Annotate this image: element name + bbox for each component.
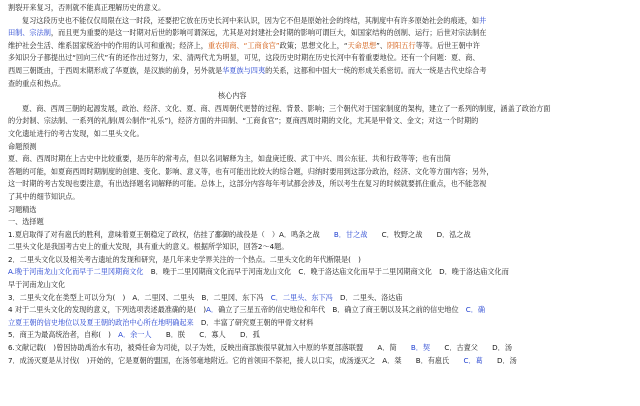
highlighted-answer-text: 井 (479, 15, 487, 25)
highlighted-answer-text: 华夏族与四夷 (222, 65, 266, 75)
text-line (8, 27, 632, 40)
body-text: 一、选择题 (8, 217, 44, 227)
body-text: 的分封制、宗法制、一系列的礼制(周公制作“礼乐”)，经济方面的井田制、“工商食官”；夏商西周时期的文化，尤其是甲骨文、金文；对这一个时期的 (8, 116, 479, 126)
body-text: 3．二里头文化在类型上可以分为( ) A．二里冈、二里头 B．二里冈、东下冯 (8, 292, 271, 302)
text-line (8, 241, 632, 254)
body-text: 命题预测 (8, 141, 37, 151)
highlighted-answer-text: A.晚于河南龙山文化而早于二里冈期商文化 (8, 267, 144, 277)
body-text: 答题的可能，如夏商西周时期制度的创建、变化、影响、意义等，也有可能出比较大的综合题，归纳时要用到这部分政治，经济、文化等方面内容；另外， (8, 166, 494, 176)
body-text: 这一时期的考古发现也要注意，有出选择题名词解释的可能。总体上，这部分内容每年考试都会涉及，所以考生在复习的时候就要抓住重点，也不能忽视 (8, 179, 487, 189)
body-text: 夏、商、西周时期在上古史中比较重要，是历年的常考点，但以名词解释为主，如盘庚迁殷、武丁中兴、周公东征、共和行政等等；也有出简 (8, 154, 451, 164)
body-text: 西周三朝既由，于西周末期形成了华夏族，是汉族的前身，另外就是 (8, 65, 223, 75)
highlighted-answer-text: C．二里头、东下冯 (270, 292, 333, 302)
highlighted-answer-text: B．甘之战 (333, 229, 368, 239)
body-text: 等等。后世王朝中许 (415, 40, 480, 50)
text-line (8, 141, 632, 154)
text-line (8, 279, 632, 292)
body-text: 维护社会生活、维系国家统治中的作用的认可和重视；经济上， (8, 40, 208, 50)
body-text: D．汤 (482, 355, 517, 365)
body-text: 多知识分子都提出过“回向三代”有的还作出过努力，宋、清两代尤为明显，可见，这段历史时期在历史长河中有着重要地位。还有一个问题：夏、商、 (8, 53, 480, 63)
body-text: 早于河南龙山文化 (8, 280, 66, 290)
text-line (8, 292, 632, 305)
body-text: B．晚于二里冈期商文化而早于河南龙山文化 C．晚于洛达庙文化而早于二里冈期商文化 D．晚于洛达庙文化而 (143, 267, 509, 277)
body-text: D．二里头、洛达庙 (332, 292, 403, 302)
highlighted-answer-text: 田制、宗法制 (8, 28, 51, 38)
body-text: 夏、商、西周三朝的起源发展，政治、经济、文化、夏、商、西周朝代更替的过程、背景、影响；三个朝代对于国家制度的架构，建立了一系列的制度，涵盖了政治方面 (22, 103, 551, 113)
highlighted-answer-text: A． (206, 305, 219, 315)
body-text: 复习这段历史也不能仅仅局限在这一时段，还要把它放在历史长河中来认识，因为它不但是原始社会的终结，其制度中有许多原始社会的痕迹，如 (22, 15, 480, 25)
text-line (8, 153, 632, 166)
text-line (8, 317, 632, 330)
text-line (8, 15, 632, 28)
text-line (8, 128, 632, 141)
text-line (8, 254, 632, 267)
body-text: 核心内容 (218, 91, 247, 101)
highlighted-answer-text: 立夏王朝的信史地位以及夏王朝的政治中心所在地明确起来 (8, 317, 194, 327)
text-line (8, 342, 632, 355)
text-line (8, 103, 632, 116)
body-text: 7．成汤灭夏是从讨伐( )开始的，它是夏朝的盟国，在汤邻毫地附近。它的首领田不祭祀，接人以口实，成汤遂灭之 A．桀 B．有扈氏 (8, 355, 464, 365)
text-line (8, 355, 632, 368)
highlighted-term-text: 重农抑商、“工商食官” (207, 40, 280, 50)
text-line (8, 90, 632, 103)
body-text: ”、 (376, 40, 388, 50)
text-line (8, 229, 632, 242)
body-text: C．古亶父 D．汤 (430, 343, 512, 353)
text-line (8, 178, 632, 191)
body-text: 查的重点和热点。 (8, 78, 66, 88)
body-text: 1.夏启取得了对有扈氏的胜利，意味着夏王朝稳定了政权，估挂了鄱御的战役是（ ）A．鸣条之战 (8, 229, 334, 239)
text-line (8, 115, 632, 128)
body-text: 政策；思想文化上，“ (279, 40, 348, 50)
text-line (8, 65, 632, 78)
highlighted-term-text: 阴阳五行 (387, 40, 416, 50)
text-line (8, 266, 632, 279)
text-line (8, 78, 632, 91)
body-text: 5．商王为最高统治者，自称( ) (8, 330, 119, 340)
body-text: C．牧野之战 D．泓之战 (367, 229, 471, 239)
body-text: 2．二里头文化以及相关考古遗址的发现和研究，是几年来史学界关注的一个热点。二里头文化的年代断限是( ) (8, 254, 361, 264)
body-text: 文化遗址进行的考古发现，如二里头文化。 (8, 128, 144, 138)
body-text: 二里头文化是我国考古史上的重大发现，具有重大的意义。根据所学知识，回答2～4题。 (8, 242, 289, 252)
text-line (8, 216, 632, 229)
text-line (8, 191, 632, 204)
text-line (8, 40, 632, 53)
highlighted-answer-text: C．确 (465, 305, 486, 315)
body-text: B．朕 C．寡人 D．孤 (151, 330, 260, 340)
text-line (8, 204, 632, 217)
highlighted-answer-text: A．余一人 (118, 330, 152, 340)
body-text: 6.文献记载( )曾因协助禹治水有功，被舜任命为司徒，以子为姓，反映出商部族很早就加入中原的华夏部落联盟 A．简 (8, 343, 411, 353)
text-line (8, 166, 632, 179)
body-text: ，而且更为重要的是这一时期对后世的影响可谓深远，尤其是对封建社会时期的影响可谓巨大，如国家结构的创制、运行；后世对宗法制在 (50, 28, 487, 38)
body-text: 了其中的细节知识点。 (8, 191, 80, 201)
body-text: 的关系，这都和中国大一统的形成关系密切。而大一统是古代史综合考 (265, 65, 487, 75)
text-line (8, 329, 632, 342)
body-text: D．丰富了研究夏王朝的甲骨文材料 (193, 317, 314, 327)
body-text: 割裂开来复习，否则就不能真正理解历史的意义。 (8, 3, 166, 12)
text-line (8, 52, 632, 65)
body-text: 确立了三星五帝的信史地位和年代 B．确立了商王朝以及其之前的信史地位 (218, 305, 466, 315)
highlighted-answer-text: C．葛 (463, 355, 483, 365)
text-line (8, 2, 632, 15)
text-line (8, 304, 632, 317)
highlighted-term-text: 天命思想 (347, 40, 377, 50)
highlighted-answer-text: B．契 (410, 343, 431, 353)
body-text: 4 对于二里头文化的发现的意义，下列选项表述最准确的是( ) (8, 305, 207, 315)
body-text: 习题精选 (8, 204, 37, 214)
